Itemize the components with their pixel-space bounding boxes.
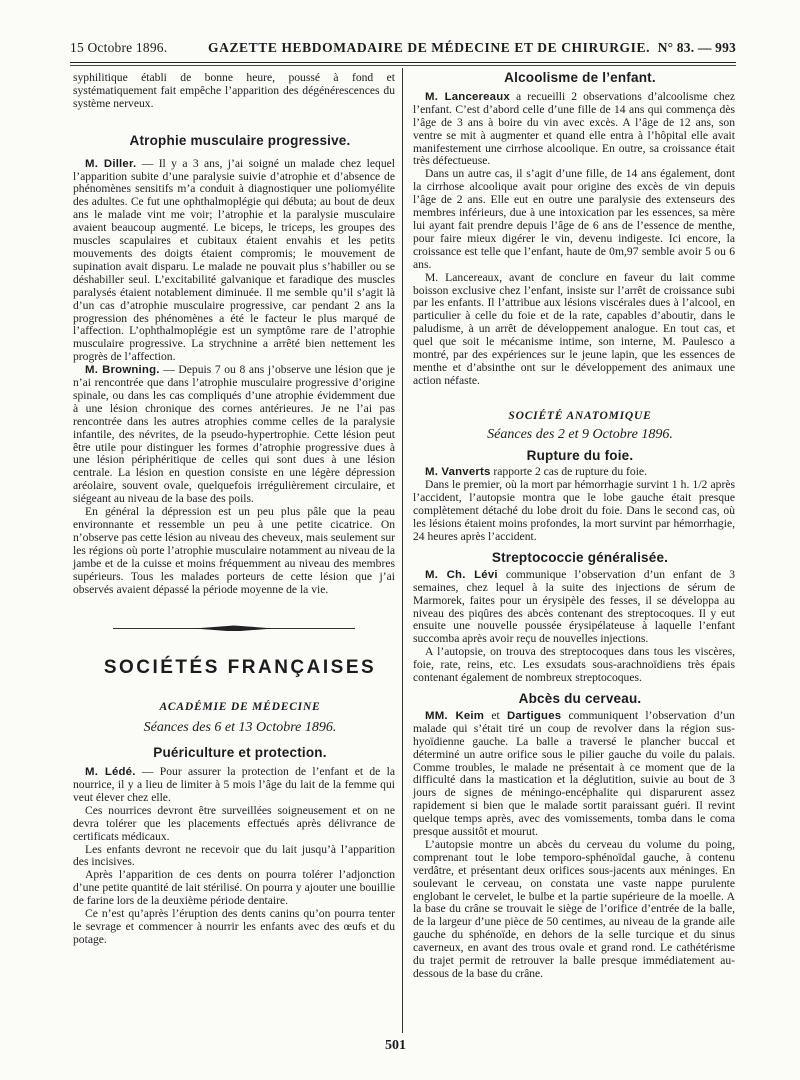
academie-heading: ACADÉMIE DE MÉDECINE — [159, 701, 321, 714]
lancereaux-paragraph — [413, 91, 735, 168]
rupture-heading: Rupture du foie. — [526, 447, 634, 463]
keim-paragraph — [413, 710, 735, 839]
puericulture-heading: Puériculture et protection. — [153, 745, 327, 761]
levi-paragraph — [413, 569, 735, 646]
anatomique-sessions: Séances des 2 et 9 Octobre 1896. — [487, 426, 673, 442]
vanverts-text: rapporte 2 cas de rupture du foie. — [493, 465, 647, 479]
atrophie-heading: Atrophie musculaire progressive. — [129, 132, 351, 148]
lancereaux-text: a recueilli 2 observations d’alcoolisme chez l’enfant. C’est d’abord celle d’une fille de 14 ans qui commença dès l’âge de 3 ans à boire du vin avec excès. A l’âge de 12 ans, son ventre se mit à augmenter et quand elle entra à l’hôpital elle avait manifestement une cirrhose alcoolique. En outre, sa croissance était très défectueuse. — [413, 89, 736, 168]
section-ornament — [73, 622, 395, 636]
alcool-heading: Alcoolisme de l’enfant. — [504, 70, 656, 85]
browning-paragraph-2: En général la dépression est un peu plus pâle que la peau environnante et ressemble un peu à une petite cicatrice. On n’observe pas cette lésion au niveau des cheveux, mais seulement sur les régions où porte l’atrophie musculaire notamment au niveau de la jambe et de la cuisse et moins fréquemment au niveau des membres supérieurs. Tous les malades porteurs de cette lésion que j’ai observés avaient dépassé la période moyenne de la vie. — [73, 505, 395, 596]
diller-paragraph — [73, 158, 395, 365]
keim-and: et — [491, 708, 500, 722]
header-rule-thin — [70, 65, 736, 66]
lede-paragraph-2: Ces nourrices devront être surveillées soigneusement et on ne devra tolérer que les placements effectués après délivrance de certificats médicaux. — [73, 803, 395, 843]
levi-paragraph-2: A l’autopsie, on trouva des streptocoques dans tous les viscères, foie, rate, reins, etc. Les exsudats sous-arachnoïdiens très épais contenant également de nombreux streptocoques. — [413, 645, 735, 685]
anatomique-heading: SOCIÉTÉ ANATOMIQUE — [508, 409, 652, 422]
lede-paragraph-4: Après l’apparition de ces dents on pourra tolérer l’adjonction d’une petite quantité de lait stérilisé. On pourra y ajouter une bouillie de farine lors de la deuxième période dentaire. — [73, 868, 395, 908]
lede-name: M. Lédé. — [85, 766, 136, 779]
issue-number: N° 83. — 993 — [657, 40, 736, 55]
page-number: 501 — [385, 1038, 406, 1053]
keim-paragraph-2: L’autopsie montre un abcès du cerveau du volume du poing, comprenant tout le lobe temporo-sphénoïdal gauche, à contenu verdâtre, et présentant deux orifices sous-jacents aux méninges. En soulevant le cerveau, on constata une vaste nappe purulente englobant le cervelet, le bulbe et la partie supérieure de la moelle. A la base du crâne se trouvait le siège de l’orifice d’entrée de la balle, de la largeur d’une pièce de 50 centimes, au niveau de la grande aile gauche du sphénoïde, en dehors de la selle turcique et du sinus caverneux, en avant des trous ovale et grand rond. Le cathétérisme du trajet permit de retrouver la balle presque immédiatement au-dessous de la base du crâne. — [413, 837, 735, 980]
left-column — [73, 72, 395, 947]
journal-title: GAZETTE HEBDOMADAIRE DE MÉDECINE ET DE CHIRURGIE. — [208, 40, 651, 55]
academie-sessions: Séances des 6 et 13 Octobre 1896. — [143, 720, 337, 736]
levi-text: communique l’observation d’un enfant de 3 semaines, chez lequel à la suite des injections de sérum de Marmorek, faites pour un érysipèle des fesses, il se développa au niveau des piqûres des abcès contenant des streptocoques. Il y eut ensuite une nouvelle poussée érysipélateuse à laquelle l’enfant succomba après avoir reçu de nouvelles injections. — [413, 567, 735, 646]
lancereaux-paragraph-2: Dans un autre cas, il s’agit d’une fille, de 14 ans également, dont la cirrhose alcoolique avait pour origine des excès de vin depuis l’âge de 2 ans. Elle eut en outre une paralysie des extenseurs des membres inférieurs, due à une intoxication par les essences, sa mère lui ayant fait prendre depuis l’âge de 6 ans de l’essence de menthe, pour faire mieux digérer le vin, devenu indigeste. Ici encore, la croissance est telle que l’enfant, haute de 0m,97 semble avoir 5 ou 6 ans. — [413, 167, 735, 271]
browning-name: M. Browning. — [85, 364, 160, 377]
strepto-heading: Streptococcie généralisée. — [491, 549, 669, 565]
keim-name: MM. Keim — [425, 709, 485, 722]
vanverts-paragraph-2: Dans le premier, où la mort par hémorrhagie survint 1 h. 1/2 après l’accident, l’autopsie montra que le lobe gauche était presque complètement détaché du lobe droit du foie. Dans le second cas, où les lésions étaient moins profondes, la mort survint par hémorrhagie, 24 heures après l’accident. — [413, 478, 735, 543]
keim-text: communiquent l’observation d’un malade qui s’était tiré un coup de revolver dans la région sus-hyoïdienne gauche. La balle a traversé le plancher buccal et déterminé un autre orifice sous le pilier gauche du voile du palais. Comme troubles, le malade ne présentait à ce moment que de la difficulté dans la mastication et la déglutition, suivie au bout de 3 jours de signes de méningo-encéphalite qui disparurent assez rapidement si bien que le malade sortit paraissant guéri. Il revint quelque temps après, avec des vomissements, tomba dans le coma presque aussitôt et mourut. — [413, 708, 735, 839]
column-divider — [402, 68, 403, 1033]
lede-paragraph-5: Ce n’est qu’après l’éruption des dents canins qu’on pourra tenter le sevrage et commencer à nourrir les enfants avec des œufs et du potage. — [73, 907, 395, 946]
issue-date: 15 Octobre 1896. — [70, 40, 168, 55]
vanverts-name: M. Vanverts — [425, 466, 491, 479]
page-header — [70, 40, 736, 62]
intro-paragraph: syphilitique établi de bonne heure, poussé à fond et systématiquement fait empêche l’apparition des dégénérescences du système nerveux. — [73, 71, 395, 110]
abces-heading: Abcès du cerveau. — [518, 690, 642, 706]
lede-paragraph — [73, 766, 395, 805]
dartigues-name: Dartigues — [506, 709, 562, 722]
societes-heading: SOCIÉTÉS FRANÇAISES — [103, 657, 377, 679]
lancereaux-name: M. Lancereaux — [425, 90, 510, 103]
levi-name: M. Ch. Lévi — [425, 568, 498, 581]
right-column — [413, 72, 735, 981]
browning-paragraph — [73, 364, 395, 506]
header-rule — [70, 62, 736, 63]
diller-text: — Il y a 3 ans, j’ai soigné un malade chez lequel l’apparition subite d’une paralysie suivie d’atrophie et d’absence de phénomènes sensitifs m’a conduit à diagnostiquer une poliomyélite des adultes. Ce fut une ophthalmoplégie qui débuta; au bout de deux ans le malade vint me voir; l’atrophie et la paralysie musculaire avaient beaucoup augmenté. Le biceps, le triceps, les groupes des muscles scapulaires et cubitaux étaient envahis et les petits mouvements des doigts étaient compromis; le mouvement de supination avait disparu. Le malade ne pouvait plus s’habiller ou se déshabiller seul. L’excitabilité galvanique et faradique des muscles paralysés étaient notablement diminuée. Il me semble qu’il s’agit là d’un cas d’atrophie musculaire progressive, car pendant 2 ans la progression des phénomènes a été le facteur le plus marqué de l’affection. L’ophthalmoplégie est un symptôme rare de l’atrophie musculaire progressive. La strychnine a arrêté bien nettement les progrès de l’affection. — [73, 156, 396, 364]
diller-name: M. Diller. — [85, 157, 137, 170]
browning-text: — Depuis 7 ou 8 ans j’observe une lésion que je n’ai rencontrée que dans l’atrophie musculaire progressive d’origine spinale, ou dans les cas compliqués d’une atrophie évidemment due à une lésion chronique des cornes antérieures. Je ne l’ai pas rencontrée dans les autres atrophies comme celles de la paralysie infantile, des névrites, de la pseudo-hypertrophie. Cette lésion peut être utile pour distinguer les formes d’atrophie progressive dues à une lésion périphéritique de celles qui sont dues à une lésion centrale. La lésion en question consiste en une légère dépression aréolaire, souvent ovale, quelquefois irrégulièrement circulaire, et siégeant au niveau de la base des poils. — [73, 363, 395, 506]
lancereaux-paragraph-3: M. Lancereaux, avant de conclure en faveur du lait comme boisson exclusive chez l’enfant, insiste sur l’arrêt de croissance subi par les enfants. Il l’attribue aux lésions viscérales dues à l’alcool, en particulier à celle du foie et de la rate, capables d’aboutir, dans le paludisme, à un arrêt de développement analogue. En tout cas, et quel que soit le mécanisme intime, son interne, M. Paulesco a montré, par des expériences sur le jeune lapin, que les essences de menthe et d’absinthe ont sur le développement des animaux une action néfaste. — [413, 270, 735, 387]
lede-text: — Pour assurer la protection de l’enfant et de la nourrice, il y a lieu de limiter à 5 mois l’âge du lait de la femme qui veut élever chez elle. — [73, 765, 395, 804]
lede-paragraph-3: Les enfants devront ne recevoir que du lait jusqu’à l’apparition des incisives. — [73, 842, 395, 869]
